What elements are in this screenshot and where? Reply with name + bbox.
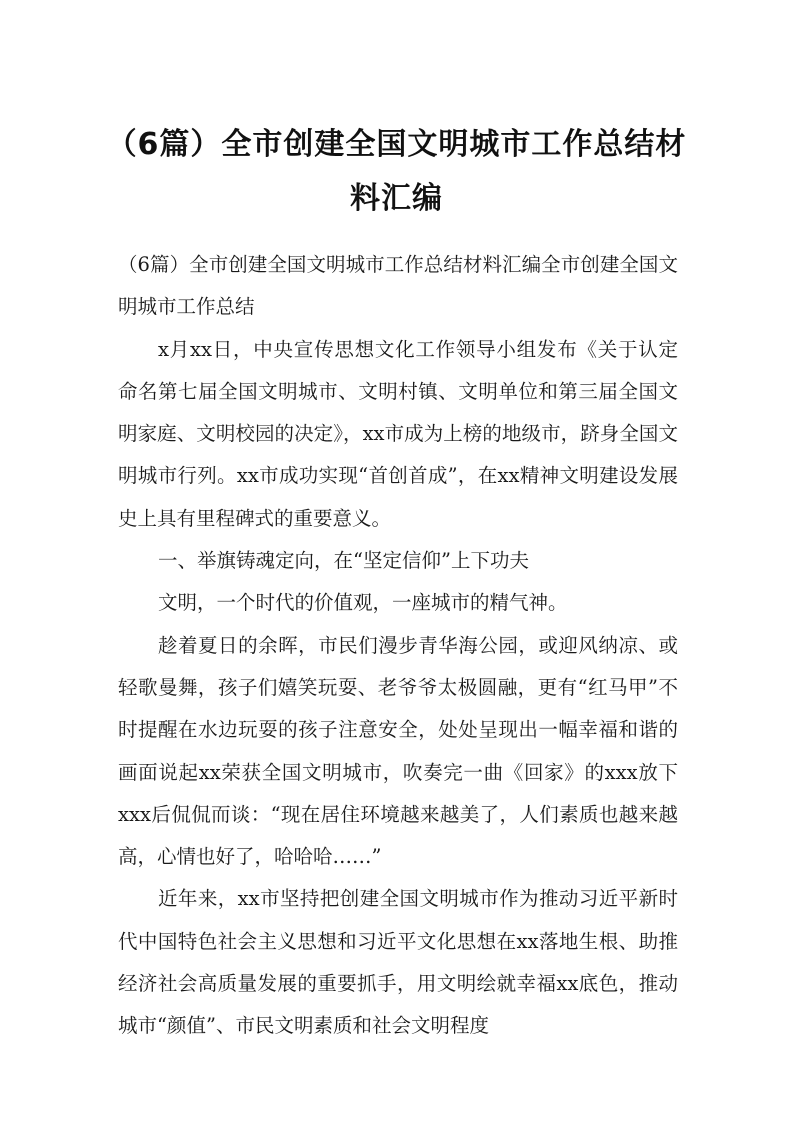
document-body xyxy=(118,244,678,1048)
paragraph-civilization: 文明，一个时代的价值观，一座城市的精气神。 xyxy=(158,591,568,615)
paragraph-recent-years: 近年来，xx市坚持把创建全国文明城市作为推动习近平新时代中国特色社会主义思想和习近平文化思想在xx落地生根、助推经济社会高质量发展的重要抓手，用文明绘就幸福xx底色，推动城市“颜值”、市民文明素质和社会文明程度 xyxy=(118,887,678,1038)
paragraph-intro: x月xx日，中央宣传思想文化工作领导小组发布《关于认定命名第七届全国文明城市、文明村镇、文明单位和第三届全国文明家庭、文明校园的决定》，xx市成为上榜的地级市，跻身全国文明城市行列。xx市成功实现“首创首成”，在xx精神文明建设发展史上具有里程碑式的重要意义。 xyxy=(118,337,678,530)
section-heading: 一、举旗铸魂定向，在“坚定信仰”上下功夫 xyxy=(158,549,529,573)
document-title: （6篇）全市创建全国文明城市工作总结材料汇编 xyxy=(106,127,687,216)
paragraph-park-scene: 趁着夏日的余晖，市民们漫步青华海公园，或迎风纳凉、或轻歌曼舞，孩子们嬉笑玩耍、老爷爷太极圆融，更有“红马甲”不时提醒在水边玩耍的孩子注意安全，处处呈现出一幅幸福和谐的画面说起xx荣获全国文明城市，吹奏完一曲《回家》的xxx放下xxx后侃侃而谈：“现在居住环境越来越美了，人们素质也越来越高，心情也好了，哈哈哈……” xyxy=(118,633,678,869)
paragraph-subtitle: （6篇）全市创建全国文明城市工作总结材料汇编全市创建全国文明城市工作总结 xyxy=(118,253,678,319)
